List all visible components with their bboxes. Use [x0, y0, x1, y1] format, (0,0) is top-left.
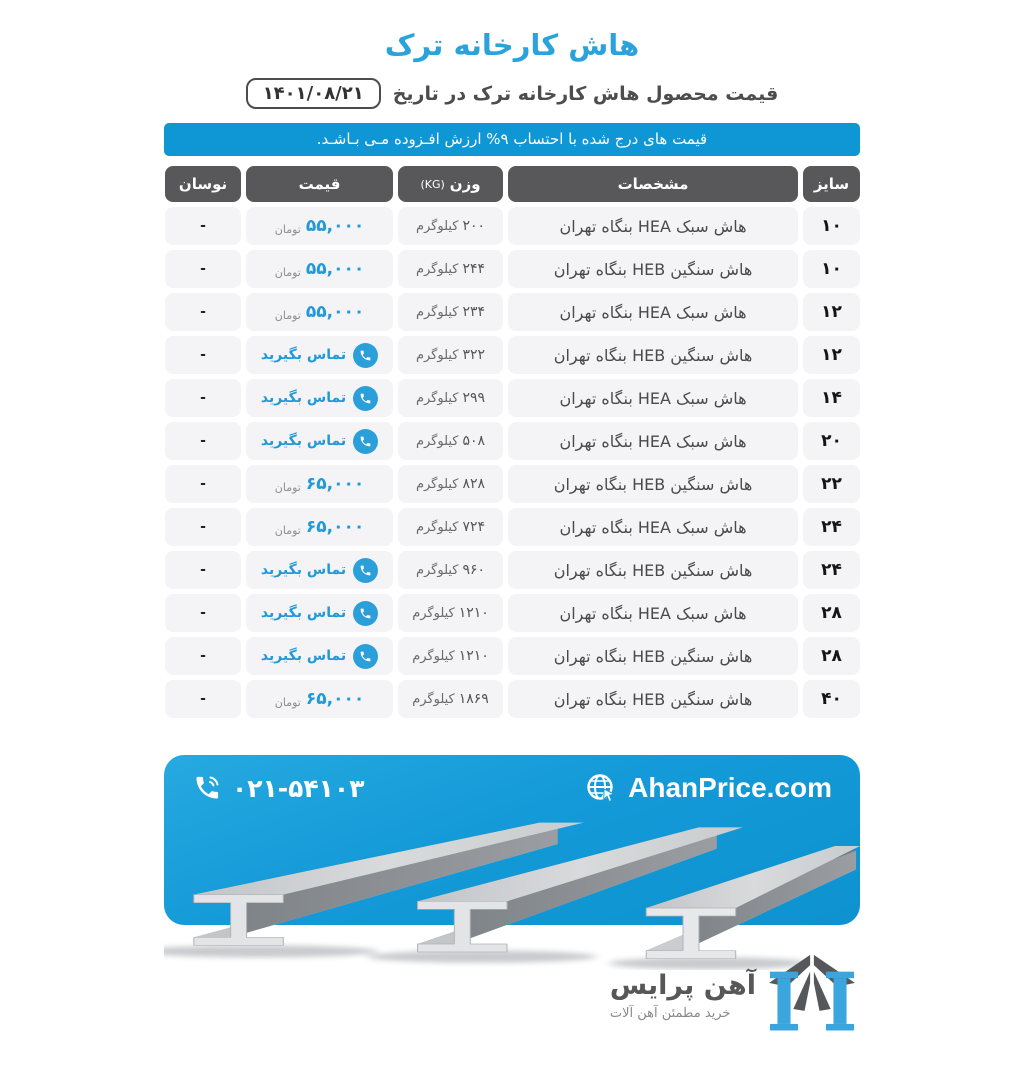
size-cell: ۲۸: [803, 637, 860, 675]
globe-icon: [584, 771, 618, 805]
price-cell: [246, 422, 393, 460]
fluctuation-cell: -: [165, 422, 241, 460]
call-for-price-button[interactable]: تماس بگیرید: [261, 558, 378, 583]
weight-value: ۵۰۸: [462, 433, 486, 449]
price-cell: [246, 379, 393, 417]
fluctuation-cell: -: [165, 551, 241, 589]
price-cell: [246, 293, 393, 331]
spec-cell: هاش سبک HEA بنگاه تهران: [508, 422, 798, 460]
spec-cell: هاش سنگین HEB بنگاه تهران: [508, 680, 798, 718]
footer-banner: [164, 755, 860, 925]
vat-notice: قیمت های درج شده با احتساب ۹% ارزش افـزوده مـی بـاشـد.: [164, 123, 860, 156]
price-value: ۵۵,۰۰۰: [305, 216, 365, 236]
weight-cell: [398, 594, 503, 632]
weight-unit: کیلوگرم: [415, 433, 459, 449]
spec-cell: هاش سنگین HEB بنگاه تهران: [508, 250, 798, 288]
call-for-price-button[interactable]: تماس بگیرید: [261, 601, 378, 626]
price-value: ۵۵,۰۰۰: [305, 302, 365, 322]
weight-value: ۲۳۴: [462, 304, 486, 320]
price-unit: تومان: [274, 222, 301, 236]
size-cell: ۲۰: [803, 422, 860, 460]
size-cell: ۲۸: [803, 594, 860, 632]
weight-unit: کیلوگرم: [415, 476, 459, 492]
weight-unit: کیلوگرم: [415, 304, 459, 320]
size-cell: ۱۴: [803, 379, 860, 417]
size-cell: ۴۰: [803, 680, 860, 718]
weight-cell: [398, 465, 503, 503]
weight-unit: کیلوگرم: [412, 691, 455, 707]
call-for-price-button[interactable]: تماس بگیرید: [261, 429, 378, 454]
header-fluctuation: نوسان: [165, 166, 241, 202]
weight-cell: [398, 637, 503, 675]
price-cell: [246, 594, 393, 632]
fluctuation-cell: -: [165, 250, 241, 288]
price-cell: [246, 336, 393, 374]
weight-cell: [398, 379, 503, 417]
size-cell: ۱۲: [803, 336, 860, 374]
weight-value: ۹۶۰: [462, 562, 486, 578]
price-value: ۶۵,۰۰۰: [305, 474, 365, 494]
footer-website[interactable]: [584, 771, 832, 805]
weight-cell: [398, 207, 503, 245]
size-cell: ۲۴: [803, 508, 860, 546]
weight-cell: [398, 680, 503, 718]
spec-cell: هاش سبک HEA بنگاه تهران: [508, 594, 798, 632]
phone-icon: [353, 644, 378, 669]
price-value: ۶۵,۰۰۰: [305, 689, 365, 709]
weight-value: ۲۴۴: [462, 261, 486, 277]
phone-icon: [192, 773, 222, 803]
weight-unit: کیلوگرم: [415, 519, 459, 535]
spec-cell: هاش سنگین HEB بنگاه تهران: [508, 336, 798, 374]
brand-logo: [164, 953, 860, 1037]
price-table: [164, 166, 860, 718]
weight-value: ۱۲۱۰: [458, 648, 489, 664]
subtitle-text: قیمت محصول هاش کارخانه ترک در تاریخ: [392, 82, 779, 105]
size-cell: ۱۰: [803, 250, 860, 288]
weight-cell: [398, 422, 503, 460]
weight-unit: کیلوگرم: [415, 390, 459, 406]
date-box: ۱۴۰۱/۰۸/۲۱: [246, 78, 381, 109]
footer-website-name: AhanPrice.com: [628, 772, 832, 803]
price-cell: [246, 680, 393, 718]
weight-unit: کیلوگرم: [415, 218, 459, 234]
phone-icon: [353, 601, 378, 626]
brand-tagline: خرید مطمئن آهن آلات: [609, 1005, 731, 1021]
price-unit: تومان: [274, 695, 301, 709]
price-unit: تومان: [274, 523, 301, 537]
spec-cell: هاش سنگین HEB بنگاه تهران: [508, 465, 798, 503]
weight-cell: [398, 551, 503, 589]
spec-cell: هاش سبک HEA بنگاه تهران: [508, 508, 798, 546]
spec-cell: هاش سنگین HEB بنگاه تهران: [508, 637, 798, 675]
weight-value: ۱۲۱۰: [458, 605, 489, 621]
price-unit: تومان: [274, 480, 301, 494]
weight-cell: [398, 250, 503, 288]
fluctuation-cell: -: [165, 207, 241, 245]
weight-unit: کیلوگرم: [412, 648, 455, 664]
phone-icon: [353, 386, 378, 411]
spec-cell: هاش سبک HEA بنگاه تهران: [508, 379, 798, 417]
weight-cell: [398, 293, 503, 331]
price-cell: [246, 508, 393, 546]
price-cell: [246, 551, 393, 589]
weight-value: ۲۰۰: [462, 218, 486, 234]
fluctuation-cell: -: [165, 680, 241, 718]
footer-phone-number: ۰۲۱-۵۴۱۰۳: [232, 773, 365, 803]
weight-value: ۲۹۹: [462, 390, 486, 406]
phone-icon: [353, 558, 378, 583]
size-cell: ۲۲: [803, 465, 860, 503]
header-weight-unit: (KG): [420, 177, 445, 191]
weight-value: ۳۲۲: [462, 347, 486, 363]
size-cell: ۲۴: [803, 551, 860, 589]
brand-mark-icon: [766, 953, 858, 1037]
price-cell: [246, 250, 393, 288]
price-value: ۵۵,۰۰۰: [305, 259, 365, 279]
header-weight-label: وزن: [449, 175, 481, 193]
spec-cell: هاش سبک HEA بنگاه تهران: [508, 293, 798, 331]
phone-icon: [353, 343, 378, 368]
brand-name: آهن پرایس: [609, 969, 756, 1001]
weight-unit: کیلوگرم: [415, 562, 459, 578]
price-value: ۶۵,۰۰۰: [305, 517, 365, 537]
fluctuation-cell: -: [165, 594, 241, 632]
price-cell: [246, 207, 393, 245]
fluctuation-cell: -: [165, 379, 241, 417]
call-for-price-button[interactable]: تماس بگیرید: [261, 343, 378, 368]
header-specs: [508, 166, 798, 202]
header-weight: [398, 166, 503, 202]
header-size: سایز: [803, 166, 860, 202]
spec-cell: هاش سبک HEA بنگاه تهران: [508, 207, 798, 245]
fluctuation-cell: -: [165, 465, 241, 503]
fluctuation-cell: -: [165, 293, 241, 331]
weight-value: ۷۲۴: [462, 519, 486, 535]
size-cell: ۱۰: [803, 207, 860, 245]
weight-unit: کیلوگرم: [415, 261, 459, 277]
price-unit: تومان: [274, 265, 301, 279]
price-cell: [246, 465, 393, 503]
price-unit: تومان: [274, 308, 301, 322]
call-for-price-button[interactable]: تماس بگیرید: [261, 386, 378, 411]
price-cell: [246, 637, 393, 675]
weight-unit: کیلوگرم: [412, 605, 455, 621]
weight-value: ۸۲۸: [462, 476, 486, 492]
page-title: هاش کارخانه ترک: [384, 28, 640, 62]
subtitle-row: [164, 78, 860, 109]
footer-phone[interactable]: [192, 773, 364, 803]
header-price: قیمت: [246, 166, 393, 202]
weight-unit: کیلوگرم: [415, 347, 459, 363]
weight-cell: [398, 336, 503, 374]
fluctuation-cell: -: [165, 508, 241, 546]
weight-value: ۱۸۶۹: [458, 691, 489, 707]
spec-cell: هاش سنگین HEB بنگاه تهران: [508, 551, 798, 589]
phone-icon: [353, 429, 378, 454]
size-cell: ۱۲: [803, 293, 860, 331]
weight-cell: [398, 508, 503, 546]
header-specs-label: مشخصات: [617, 175, 689, 193]
fluctuation-cell: -: [165, 336, 241, 374]
call-for-price-button[interactable]: تماس بگیرید: [261, 644, 378, 669]
fluctuation-cell: -: [165, 637, 241, 675]
